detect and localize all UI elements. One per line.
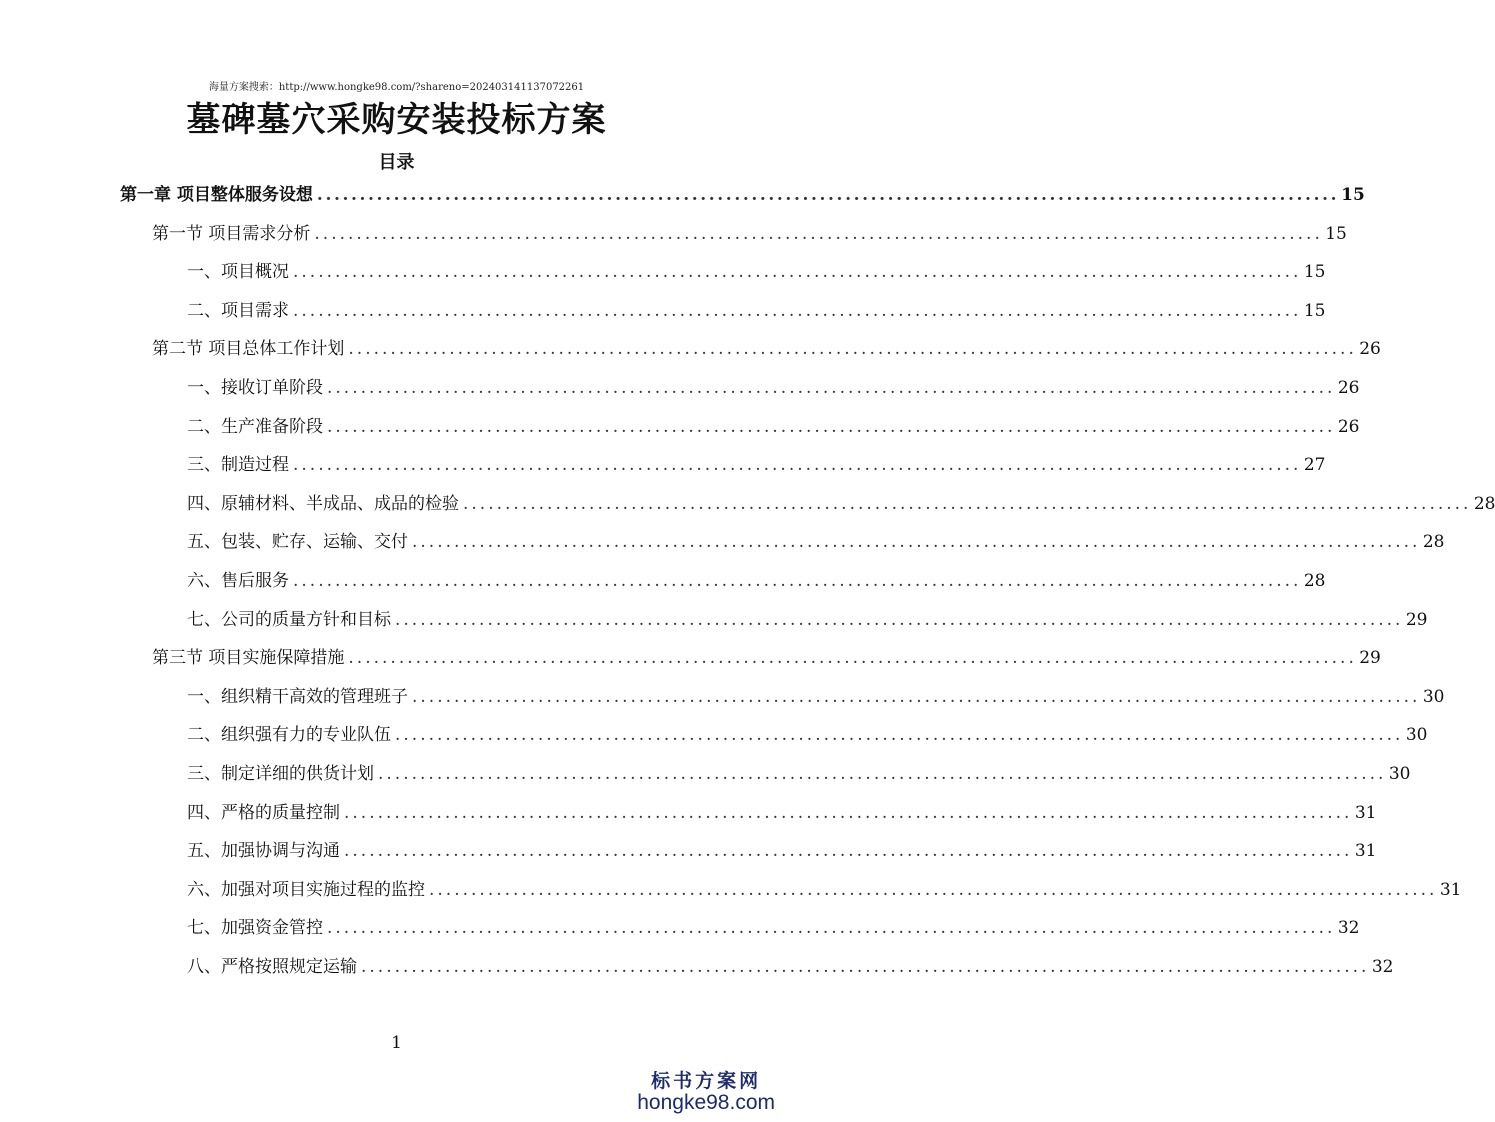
toc-subsection-entry[interactable] xyxy=(187,875,1462,905)
toc-entry-page: 26 xyxy=(1337,378,1360,398)
toc-leader-dots: ........................................................................................................................ xyxy=(395,609,1404,630)
toc-subsection-entry[interactable] xyxy=(187,836,1377,866)
toc-leader-dots: ........................................................................................................................ xyxy=(314,223,1323,244)
toc-subsection-entry[interactable] xyxy=(187,605,1428,635)
watermark-cn: 标书方案网 xyxy=(651,1070,762,1092)
toc-entry-page: 32 xyxy=(1371,957,1394,977)
toc-entry-label: 第一章 项目整体服务设想 xyxy=(120,185,313,205)
toc-leader-dots: ........................................................................................................................ xyxy=(378,764,1387,784)
search-url-line: 海量方案搜索：http://www.hongke98.com/?shareno=202403141137072261 xyxy=(208,82,585,93)
toc-entry-page: 28 xyxy=(1473,493,1495,514)
toc-entry-label: 四、严格的质量控制 xyxy=(187,802,340,823)
toc-subsection-entry[interactable] xyxy=(187,373,1360,403)
toc-entry-label: 七、公司的质量方针和目标 xyxy=(187,609,391,630)
toc-entry-label: 第一节 项目需求分析 xyxy=(152,223,311,244)
toc-leader-dots: ........................................................................................................................ xyxy=(344,802,1353,823)
toc-entry-page: 27 xyxy=(1303,455,1326,476)
toc-entry-label: 三、制造过程 xyxy=(187,455,289,476)
toc-entry-page: 31 xyxy=(1354,841,1377,862)
toc-subsection-entry[interactable] xyxy=(187,913,1360,943)
toc-entry-label: 一、组织精干高效的管理班子 xyxy=(187,686,408,707)
toc-leader-dots: ........................................................................................................................ xyxy=(316,185,1340,205)
toc-subsection-entry[interactable] xyxy=(187,798,1377,828)
toc-entry-page: 15 xyxy=(1303,300,1326,321)
toc-leader-dots: ........................................................................................................................ xyxy=(327,416,1336,437)
toc-subsection-entry[interactable] xyxy=(187,759,1411,789)
toc-entry-page: 26 xyxy=(1359,339,1381,360)
toc-entry-label: 六、售后服务 xyxy=(187,571,289,591)
toc-leader-dots: ........................................................................................................................ xyxy=(395,725,1404,746)
toc-entry-page: 32 xyxy=(1337,918,1360,939)
toc-entry-label: 五、包装、贮存、运输、交付 xyxy=(187,532,408,553)
toc-entry-page: 29 xyxy=(1405,609,1428,630)
toc-leader-dots: ........................................................................................................................ xyxy=(412,686,1421,707)
toc-entry-page: 30 xyxy=(1405,725,1428,746)
toc-subsection-entry[interactable] xyxy=(187,450,1326,480)
toc-leader-dots: ........................................................................................................................ xyxy=(293,262,1302,283)
toc-entry-label: 三、制定详细的供货计划 xyxy=(187,764,374,784)
toc-leader-dots: ........................................................................................................................ xyxy=(293,571,1302,591)
toc-entry-page: 29 xyxy=(1359,648,1381,669)
toc-subsection-entry[interactable] xyxy=(187,682,1445,712)
toc-entry-label: 第三节 项目实施保障措施 xyxy=(152,648,345,669)
toc-entry-page: 15 xyxy=(1325,223,1347,244)
toc-entry-page: 30 xyxy=(1422,686,1445,707)
page-number: 1 xyxy=(391,1033,402,1053)
document-title: 墓碑墓穴采购安装投标方案 xyxy=(186,100,607,140)
toc-leader-dots: ........................................................................................................................ xyxy=(463,493,1472,514)
toc-leader-dots: ........................................................................................................................ xyxy=(361,957,1370,977)
toc-leader-dots: ........................................................................................................................ xyxy=(348,339,1357,360)
toc-entry-page: 28 xyxy=(1303,571,1326,591)
toc-section-entry[interactable] xyxy=(152,334,1381,364)
toc-subsection-entry[interactable] xyxy=(187,412,1360,442)
toc-entry-label: 第二节 项目总体工作计划 xyxy=(152,339,345,360)
toc-entry-page: 30 xyxy=(1388,764,1411,784)
toc-entry-label: 二、项目需求 xyxy=(187,300,289,321)
toc-entry-label: 一、项目概况 xyxy=(187,262,289,283)
toc-entry-page: 15 xyxy=(1341,185,1365,205)
toc-leader-dots: ........................................................................................................................ xyxy=(327,918,1336,939)
toc-leader-dots: ........................................................................................................................ xyxy=(293,455,1302,476)
watermark-logo xyxy=(637,1066,775,1115)
watermark-url: hongke98.com xyxy=(637,1091,775,1114)
toc-leader-dots: ........................................................................................................................ xyxy=(429,879,1438,900)
toc-subsection-entry[interactable] xyxy=(187,527,1445,557)
toc-subsection-entry[interactable] xyxy=(187,566,1326,596)
toc-entry-label: 二、组织强有力的专业队伍 xyxy=(187,725,391,746)
toc-leader-dots: ........................................................................................................................ xyxy=(412,532,1421,553)
toc-entry-page: 28 xyxy=(1422,532,1445,553)
toc-entry-label: 五、加强协调与沟通 xyxy=(187,841,340,862)
toc-heading: 目录 xyxy=(378,152,415,173)
toc-entry-label: 四、原辅材料、半成品、成品的检验 xyxy=(187,493,459,514)
toc-leader-dots: ........................................................................................................................ xyxy=(344,841,1353,862)
toc-entry-label: 七、加强资金管控 xyxy=(187,918,323,939)
toc-subsection-entry[interactable] xyxy=(187,720,1428,750)
toc-subsection-entry[interactable] xyxy=(187,257,1326,287)
toc-chapter-entry[interactable] xyxy=(120,180,1365,210)
toc-entry-label: 二、生产准备阶段 xyxy=(187,416,323,437)
toc-entry-page: 15 xyxy=(1303,262,1326,283)
toc-entry-page: 31 xyxy=(1354,802,1377,823)
toc-subsection-entry[interactable] xyxy=(187,489,1495,519)
toc-subsection-entry[interactable] xyxy=(187,296,1326,326)
toc-section-entry[interactable] xyxy=(152,219,1347,249)
toc-subsection-entry[interactable] xyxy=(187,952,1394,982)
toc-entry-label: 六、加强对项目实施过程的监控 xyxy=(187,879,425,900)
toc-section-entry[interactable] xyxy=(152,643,1381,673)
toc-leader-dots: ........................................................................................................................ xyxy=(327,378,1336,398)
toc-entry-label: 八、严格按照规定运输 xyxy=(187,957,357,977)
toc-leader-dots: ........................................................................................................................ xyxy=(293,300,1302,321)
toc-leader-dots: ........................................................................................................................ xyxy=(348,648,1357,669)
toc-entry-label: 一、接收订单阶段 xyxy=(187,378,323,398)
toc-entry-page: 31 xyxy=(1439,879,1462,900)
toc-entry-page: 26 xyxy=(1337,416,1360,437)
